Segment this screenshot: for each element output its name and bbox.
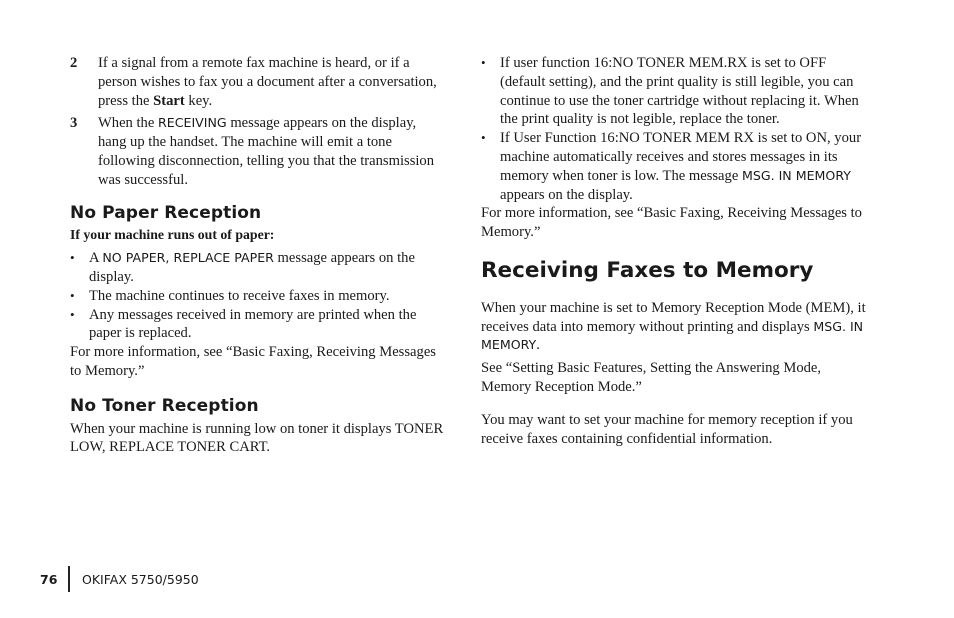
bullet-list [481,54,869,204]
start-key-label: Start [153,92,185,109]
list-item: • Any messages received in memory are printed when the paper is replaced. [70,306,445,344]
list-item [481,129,869,204]
lead-text: If your machine runs out of paper: [70,227,275,243]
footer-divider [68,566,70,592]
section-heading-no-paper: No Paper Reception [70,202,262,223]
display-message: NO PAPER, REPLACE PAPER [102,250,274,266]
list-item: • The machine continues to receive faxes in memory. [70,287,445,306]
body-text: You may want to set your machine for memory reception if you receive faxes containing confidential information. [481,411,853,447]
spacer [481,397,869,411]
step-text-part: When the [98,115,158,132]
display-message: MSG. IN MEMORY [741,167,851,183]
list-text: If User Function 16:NO TONER MEM RX is set to ON, your machine automatically receives and stores messages in its memory when toner is low. The message [500,130,862,184]
right-column [481,54,869,448]
display-message: MSG. IN MEMORY [481,318,864,353]
body-text-part: . [536,337,540,354]
more-info-text: For more information, see “Basic Faxing, Receiving Messages to Memory.” [70,344,436,379]
body-text: When your machine is running low on toner it displays TONER LOW, REPLACE TONER CART. [70,420,444,456]
list-text: message appears on the display. [89,250,415,285]
body-text: See “Setting Basic Features, Setting the Answering Mode, Memory Reception Mode.” [481,360,822,395]
section-heading-no-toner: No Toner Reception [70,395,259,416]
step-2 [70,54,445,110]
step-text-part: message appears on the display, hang up the handset. The machine will emit a tone following disconnection, telling you that the transmission was successful. [98,115,435,188]
step-3 [70,114,445,189]
body-text [481,299,869,355]
step-number: 3 [70,115,78,132]
left-column [70,54,445,457]
body-text-part: When your machine is set to Memory Reception Mode (MEM), it receives data into memory without printing and displays [481,299,866,335]
step-text [98,54,445,110]
more-info-text: For more information, see “Basic Faxing, Receiving Messages to Memory.” [481,205,862,241]
step-text-part: key. [184,92,213,109]
product-name: OKIFAX 5750/5950 [82,571,199,587]
page-footer [40,566,199,592]
step-text-part: If a signal from a remote fax machine is heard, or if a person wishes to fax you a document after a conversation, press the [98,55,437,109]
page-number: 76 [40,571,58,587]
step-number: 2 [70,55,78,71]
step-text [98,114,445,189]
list-text: A [89,250,103,267]
section-heading-receiving-faxes: Receiving Faxes to Memory [481,257,814,283]
display-message: RECEIVING [157,115,227,131]
list-item: • If user function 16:NO TONER MEM.RX is set to OFF (default setting), and the print quality is still legible, you can continue to use the toner cartridge without replacing it. When the print quality is not legible, replace the toner. [481,54,869,129]
bullet-list [70,249,445,343]
list-item [70,249,445,287]
list-text: appears on the display. [500,186,633,203]
